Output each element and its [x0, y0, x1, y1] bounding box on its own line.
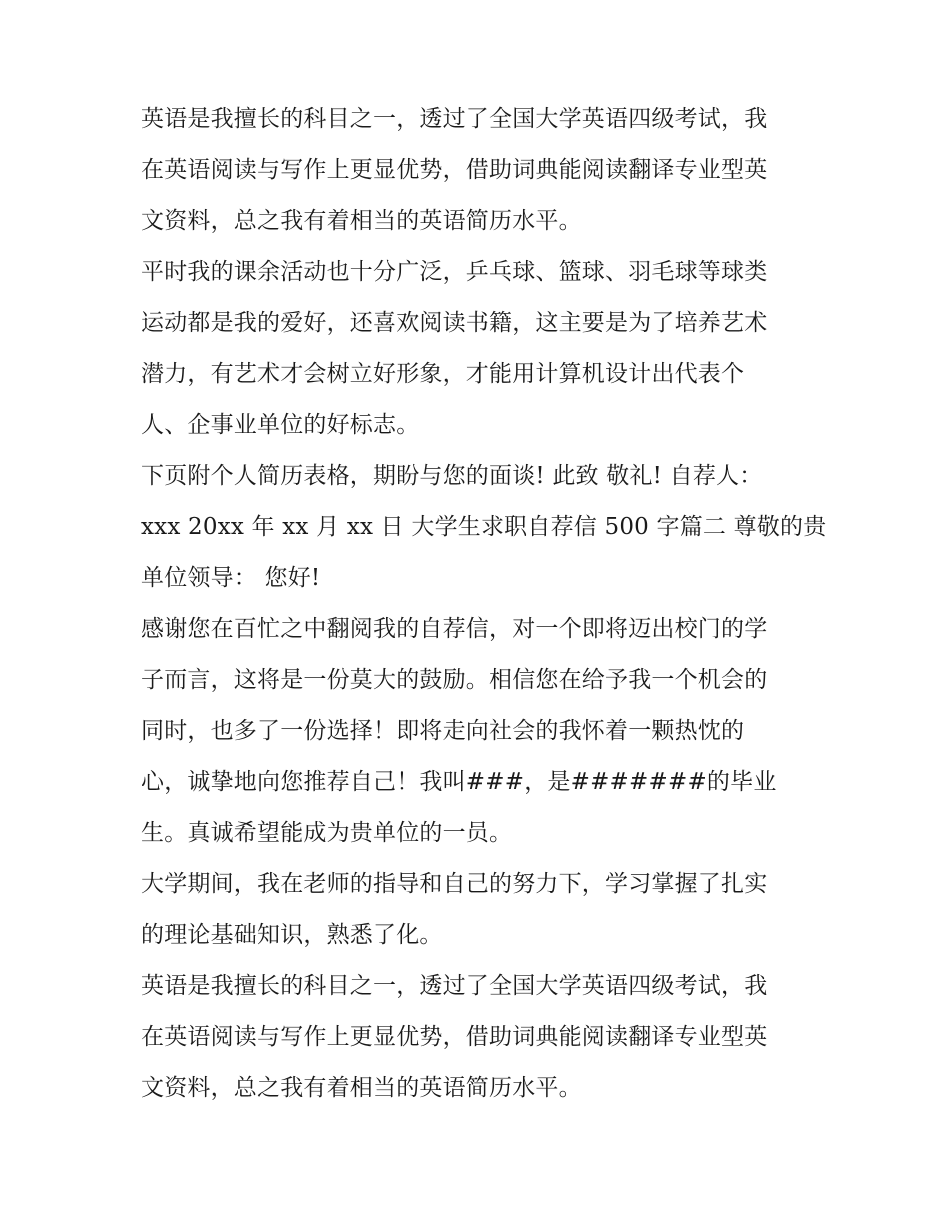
text-line: 平时我的课余活动也十分广泛，乒乓球、篮球、羽毛球等球类: [141, 259, 768, 285]
text-line: 生。真诚希望能成为贵单位的一员。: [141, 820, 513, 846]
text-line: xxx 20xx 年 xx 月 xx 日 大学生求职自荐信 500 字篇二 尊敬的贵: [141, 514, 827, 540]
text-line: 人、企事业单位的好标志。: [141, 412, 420, 438]
text-line: 的理论基础知识，熟悉了化。: [141, 922, 443, 948]
text-line: 大学期间，我在老师的指导和自己的努力下，学习掌握了扎实: [141, 871, 768, 897]
text-line: 英语是我擅长的科目之一，透过了全国大学英语四级考试，我: [141, 973, 768, 999]
text-line: 潜力，有艺术才会树立好形象，才能用计算机设计出代表个: [141, 361, 745, 387]
text-line: 感谢您在百忙之中翻阅我的自荐信，对一个即将迈出校门的学: [141, 616, 768, 642]
text-line: 单位领导： 您好!: [141, 565, 321, 591]
text-line: 在英语阅读与写作上更显优势，借助词典能阅读翻译专业型英: [141, 157, 768, 183]
text-line: 文资料，总之我有着相当的英语简历水平。: [141, 1075, 582, 1101]
text-line: 心，诚挚地向您推荐自己！我叫###，是#######的毕业: [141, 769, 777, 795]
text-line: 同时，也多了一份选择！即将走向社会的我怀着一颗热忱的: [141, 718, 745, 744]
text-line: 子而言，这将是一份莫大的鼓励。相信您在给予我一个机会的: [141, 667, 768, 693]
text-line: 运动都是我的爱好，还喜欢阅读书籍，这主要是为了培养艺术: [141, 310, 768, 336]
text-line: 英语是我擅长的科目之一，透过了全国大学英语四级考试，我: [141, 106, 768, 132]
text-line: 文资料，总之我有着相当的英语简历水平。: [141, 208, 582, 234]
text-line: 下页附个人简历表格，期盼与您的面谈! 此致 敬礼! 自荐人：: [141, 463, 763, 489]
text-line: 在英语阅读与写作上更显优势，借助词典能阅读翻译专业型英: [141, 1024, 768, 1050]
